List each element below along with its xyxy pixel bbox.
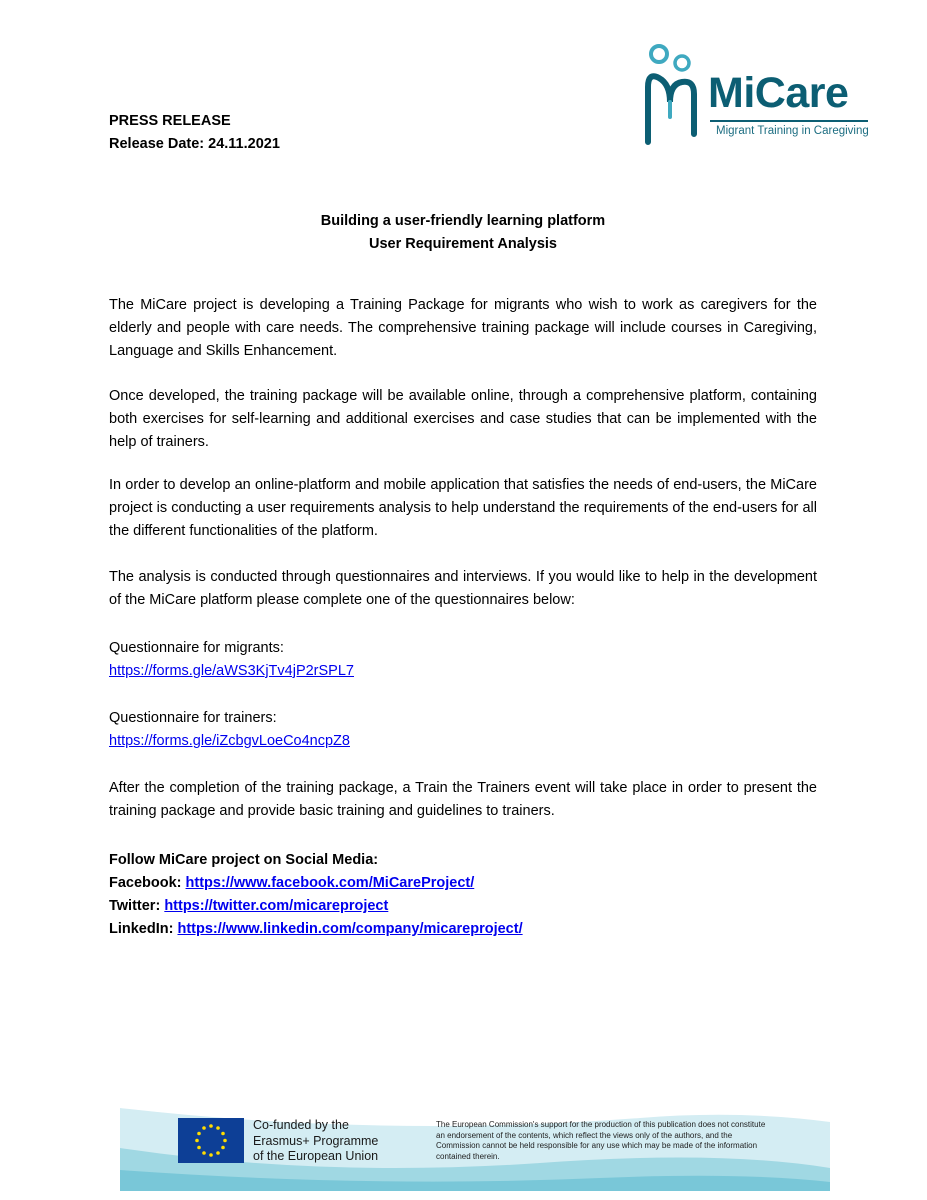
paragraph-online: Once developed, the training package will be available online, through a comprehensive platform, containing both exercises for self-learning and additional exercises and case studies that can be implemented with the help of trainers. bbox=[109, 388, 817, 450]
questionnaire-migrants bbox=[109, 637, 354, 683]
title-line-2: User Requirement Analysis bbox=[368, 236, 558, 252]
header-block bbox=[109, 110, 280, 156]
logo-divider bbox=[710, 120, 868, 122]
facebook-link[interactable]: https://www.facebook.com/MiCareProject/ bbox=[185, 875, 475, 891]
social-platform-label: Facebook: bbox=[109, 875, 182, 891]
document-title bbox=[109, 210, 817, 256]
eu-flag-icon bbox=[178, 1118, 244, 1163]
funding-footer bbox=[120, 1108, 830, 1191]
paragraph-train-trainers: After the completion of the training package, a Train the Trainers event will take place in order to present the training package and provide basic training and guidelines to trainers. bbox=[109, 780, 817, 819]
eu-cofunded-text bbox=[253, 1118, 378, 1165]
title-line-1: Building a user-friendly learning platform bbox=[320, 213, 606, 229]
press-release-label: PRESS RELEASE bbox=[109, 113, 231, 129]
social-platform-label: Twitter: bbox=[109, 898, 161, 914]
social-heading: Follow MiCare project on Social Media: bbox=[109, 852, 379, 868]
eu-text-line: of the European Union bbox=[253, 1149, 379, 1163]
social-item-facebook bbox=[109, 872, 523, 895]
questionnaire-label: Questionnaire for migrants: bbox=[109, 640, 284, 656]
social-platform-label: LinkedIn: bbox=[109, 921, 174, 937]
social-media-block bbox=[109, 849, 523, 941]
questionnaire-link[interactable]: https://forms.gle/aWS3KjTv4jP2rSPL7 bbox=[109, 663, 354, 679]
paragraph-questionnaires: The analysis is conducted through questionnaires and interviews. If you would like to help in the development of the MiCare platform please complete one of the questionnaires below: bbox=[109, 569, 817, 608]
questionnaire-trainers bbox=[109, 707, 350, 753]
logo-wordmark: MiCare bbox=[708, 69, 849, 117]
release-date: Release Date: 24.11.2021 bbox=[109, 136, 280, 152]
social-item-linkedin bbox=[109, 918, 523, 941]
questionnaire-label: Questionnaire for trainers: bbox=[109, 710, 277, 726]
eu-text-line: Erasmus+ Programme bbox=[253, 1133, 379, 1148]
eu-text-line: Co-funded by the bbox=[253, 1118, 349, 1132]
micare-logo bbox=[640, 42, 875, 146]
social-item-twitter bbox=[109, 895, 523, 918]
paragraph-analysis: In order to develop an online-platform and mobile application that satisfies the needs of end-users, the MiCare project is conducting a user requirements analysis to help understand the requirements of the end-users for all the different functionalities of the platform. bbox=[109, 477, 817, 539]
micare-figures-icon bbox=[640, 42, 710, 146]
paragraph-intro: The MiCare project is developing a Training Package for migrants who wish to work as caregivers for the elderly and people with care needs. The comprehensive training package will include courses in Caregiving, Language and Skills Enhancement. bbox=[109, 297, 817, 359]
logo-tagline: Migrant Training in Caregiving bbox=[716, 125, 869, 137]
twitter-link[interactable]: https://twitter.com/micareproject bbox=[164, 898, 389, 914]
eu-disclaimer: The European Commission's support for the production of this publication does not constitute an endorsement of the contents, which reflect the views only of the authors, and the Commission cannot be held responsible for any use which may be made of the information contained therein. bbox=[436, 1120, 766, 1161]
questionnaire-link[interactable]: https://forms.gle/iZcbgvLoeCo4ncpZ8 bbox=[109, 733, 350, 749]
linkedin-link[interactable]: https://www.linkedin.com/company/micareproject/ bbox=[177, 921, 523, 937]
